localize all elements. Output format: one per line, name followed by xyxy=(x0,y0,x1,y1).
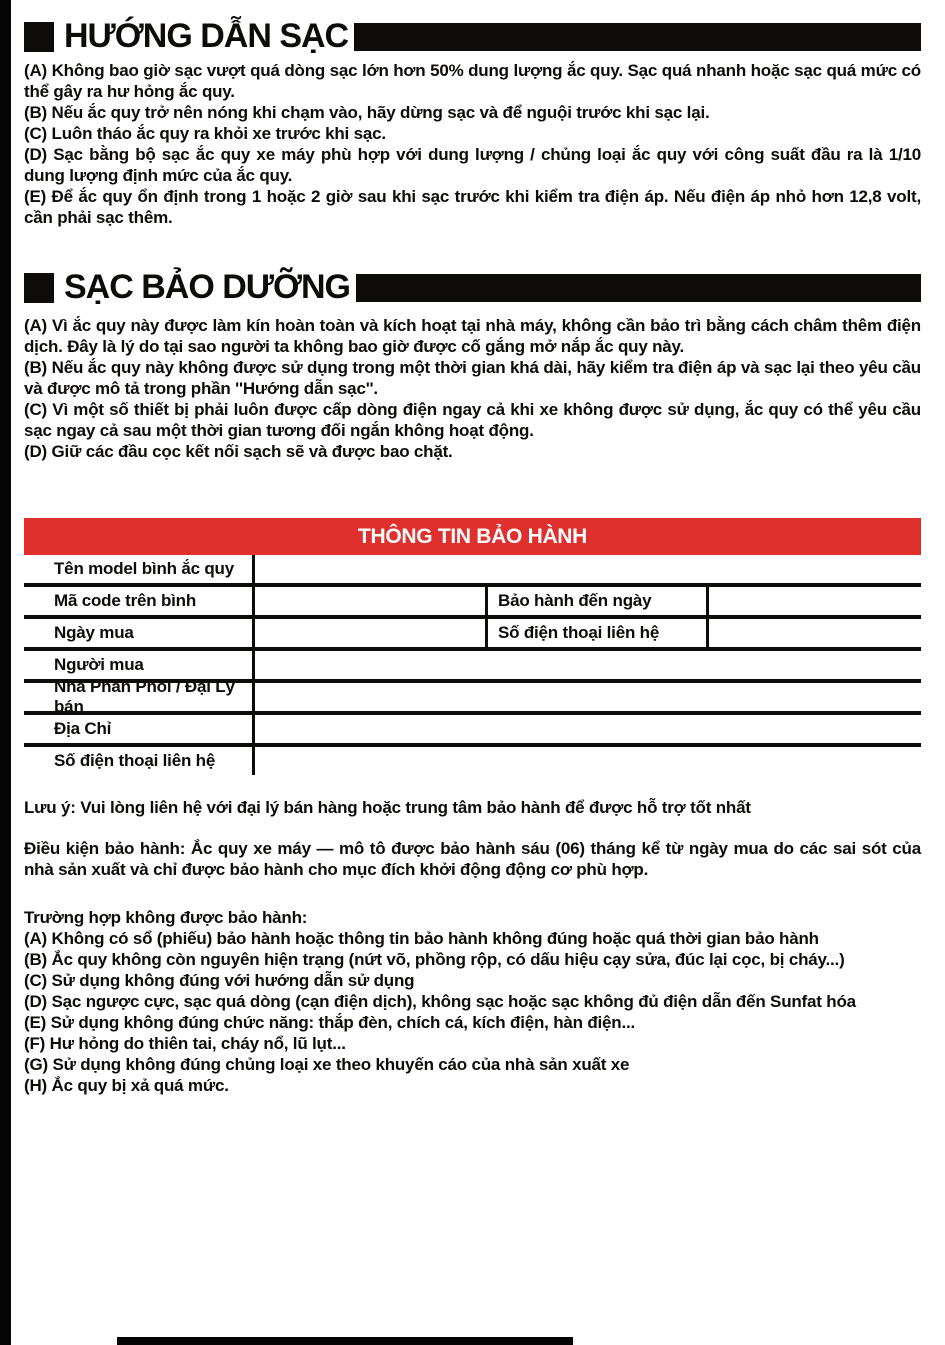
exclusion-item: (G) Sử dụng không đúng chủng loại xe theo khuyến cáo của nhà sản xuất xe xyxy=(24,1055,630,1074)
row-value-blank xyxy=(255,555,921,583)
row-value-blank xyxy=(255,619,488,647)
page-left-edge-bar xyxy=(0,0,11,1345)
paragraph: (A) Vì ắc quy này được làm kín hoàn toàn và kích hoạt tại nhà máy, không cần bảo trì bằng cách châm thêm điện dịch. Đây là lý do tại sao người ta không bao giờ được cố gắng mở nắp ắc quy này. xyxy=(24,316,921,356)
table-row xyxy=(24,715,921,747)
row-label-secondary: Bảo hành đến ngày xyxy=(488,587,709,615)
exclusion-item: (H) Ắc quy bị xả quá mức. xyxy=(24,1076,229,1095)
header-rule-bar xyxy=(354,23,921,51)
exclusion-item: (F) Hư hỏng do thiên tai, cháy nổ, lũ lụt... xyxy=(24,1034,346,1053)
note-contact: Lưu ý: Vui lòng liên hệ với đại lý bán hàng hoặc trung tâm bảo hành để được hỗ trợ tốt nhất xyxy=(24,798,751,817)
row-value-blank xyxy=(709,619,921,647)
row-label: Tên model bình ắc quy xyxy=(24,555,255,583)
row-label: Số điện thoại liên hệ xyxy=(24,747,255,775)
row-label-secondary: Số điện thoại liên hệ xyxy=(488,619,709,647)
exclusions-heading: Trường hợp không được bảo hành: xyxy=(24,908,308,927)
row-label: Người mua xyxy=(24,651,255,679)
exclusion-item: (B) Ắc quy không còn nguyên hiện trạng (nứt võ, phồng rộp, có dấu hiệu cạy sửa, đúc lại cọc, bị cháy...) xyxy=(24,950,845,969)
paragraph: (E) Để ắc quy ổn định trong 1 hoặc 2 giờ sau khi sạc trước khi kiểm tra điện áp. Nếu điện áp nhỏ hơn 12,8 volt, cần phải sạc thêm. xyxy=(24,187,921,227)
row-label: Nhà Phân Phối / Đại Lý bán xyxy=(24,683,255,711)
paragraph: (B) Nếu ắc quy này không được sử dụng trong một thời gian khá dài, hãy kiểm tra điện áp và sạc lại theo yêu cầu và được mô tả trong phần ''Hướng dẫn sạc''. xyxy=(24,358,921,398)
black-square-icon xyxy=(24,273,54,303)
note-warranty-conditions: Điều kiện bảo hành: Ắc quy xe máy — mô tô được bảo hành sáu (06) tháng kể từ ngày mua do các sai sót của nhà sản xuất và chỉ được bảo hành cho mục đích khởi động động cơ phù hợp. xyxy=(24,839,921,879)
row-label: Mã code trên bình xyxy=(24,587,255,615)
paragraph: (B) Nếu ắc quy trở nên nóng khi chạm vào, hãy dừng sạc và để nguội trước khi sạc lại. xyxy=(24,103,710,122)
page-content xyxy=(24,0,921,1096)
bottom-print-mark-bar xyxy=(117,1337,573,1345)
table-row xyxy=(24,677,921,716)
paragraph: (C) Vì một số thiết bị phải luôn được cấp dòng điện ngay cả khi xe không được sử dụng, ắc quy có thể yêu cầu sạc ngay cả sau một thời gian tương đối ngắn không hoạt động. xyxy=(24,400,921,440)
row-label: Địa Chỉ xyxy=(24,715,255,743)
table-row xyxy=(24,619,921,651)
header-rule-bar xyxy=(356,274,921,302)
paragraph: (D) Giữ các đầu cọc kết nối sạch sẽ và được bao chặt. xyxy=(24,442,453,461)
section-title-charging: HƯỚNG DẪN SẠC xyxy=(64,16,349,55)
section-header-maintenance xyxy=(24,267,921,306)
warranty-table xyxy=(24,518,921,775)
row-value-blank xyxy=(255,747,921,775)
table-row xyxy=(24,587,921,619)
table-row xyxy=(24,555,921,587)
warranty-exclusions xyxy=(24,907,921,1096)
exclusion-item: (A) Không có sổ (phiếu) bảo hành hoặc thông tin bảo hành không đúng hoặc quá thời gian bảo hành xyxy=(24,929,819,948)
row-label: Ngày mua xyxy=(24,619,255,647)
row-value-blank xyxy=(255,587,488,615)
table-row xyxy=(24,747,921,775)
row-value-blank xyxy=(709,587,921,615)
row-value-blank xyxy=(255,683,921,711)
paragraph: (C) Luôn tháo ắc quy ra khỏi xe trước khi sạc. xyxy=(24,124,386,143)
section-header-charging xyxy=(24,16,921,55)
section-title-maintenance: SẠC BẢO DƯỠNG xyxy=(64,267,350,306)
paragraph: (D) Sạc bằng bộ sạc ắc quy xe máy phù hợp với dung lượng / chủng loại ắc quy với công suất đầu ra là 1/10 dung lượng định mức của ắc quy. xyxy=(24,145,921,185)
paragraph: (A) Không bao giờ sạc vượt quá dòng sạc lớn hơn 50% dung lượng ắc quy. Sạc quá nhanh hoặc sạc quá mức có thể gây ra hư hỏng ắc quy. xyxy=(24,61,921,101)
row-value-blank xyxy=(255,715,921,743)
exclusion-item: (C) Sử dụng không đúng với hướng dẫn sử dụng xyxy=(24,971,415,990)
charging-instructions xyxy=(24,60,921,228)
warranty-table-title: THÔNG TIN BẢO HÀNH xyxy=(24,518,921,555)
exclusion-item: (E) Sử dụng không đúng chức năng: thắp đèn, chích cá, kích điện, hàn điện... xyxy=(24,1013,636,1032)
row-value-blank xyxy=(255,651,921,679)
exclusion-item: (D) Sạc ngược cực, sạc quá dòng (cạn điện dịch), không sạc hoặc sạc không đủ điện dẫn đến Sunfat hóa xyxy=(24,992,856,1011)
maintenance-instructions xyxy=(24,315,921,462)
black-square-icon xyxy=(24,22,54,52)
